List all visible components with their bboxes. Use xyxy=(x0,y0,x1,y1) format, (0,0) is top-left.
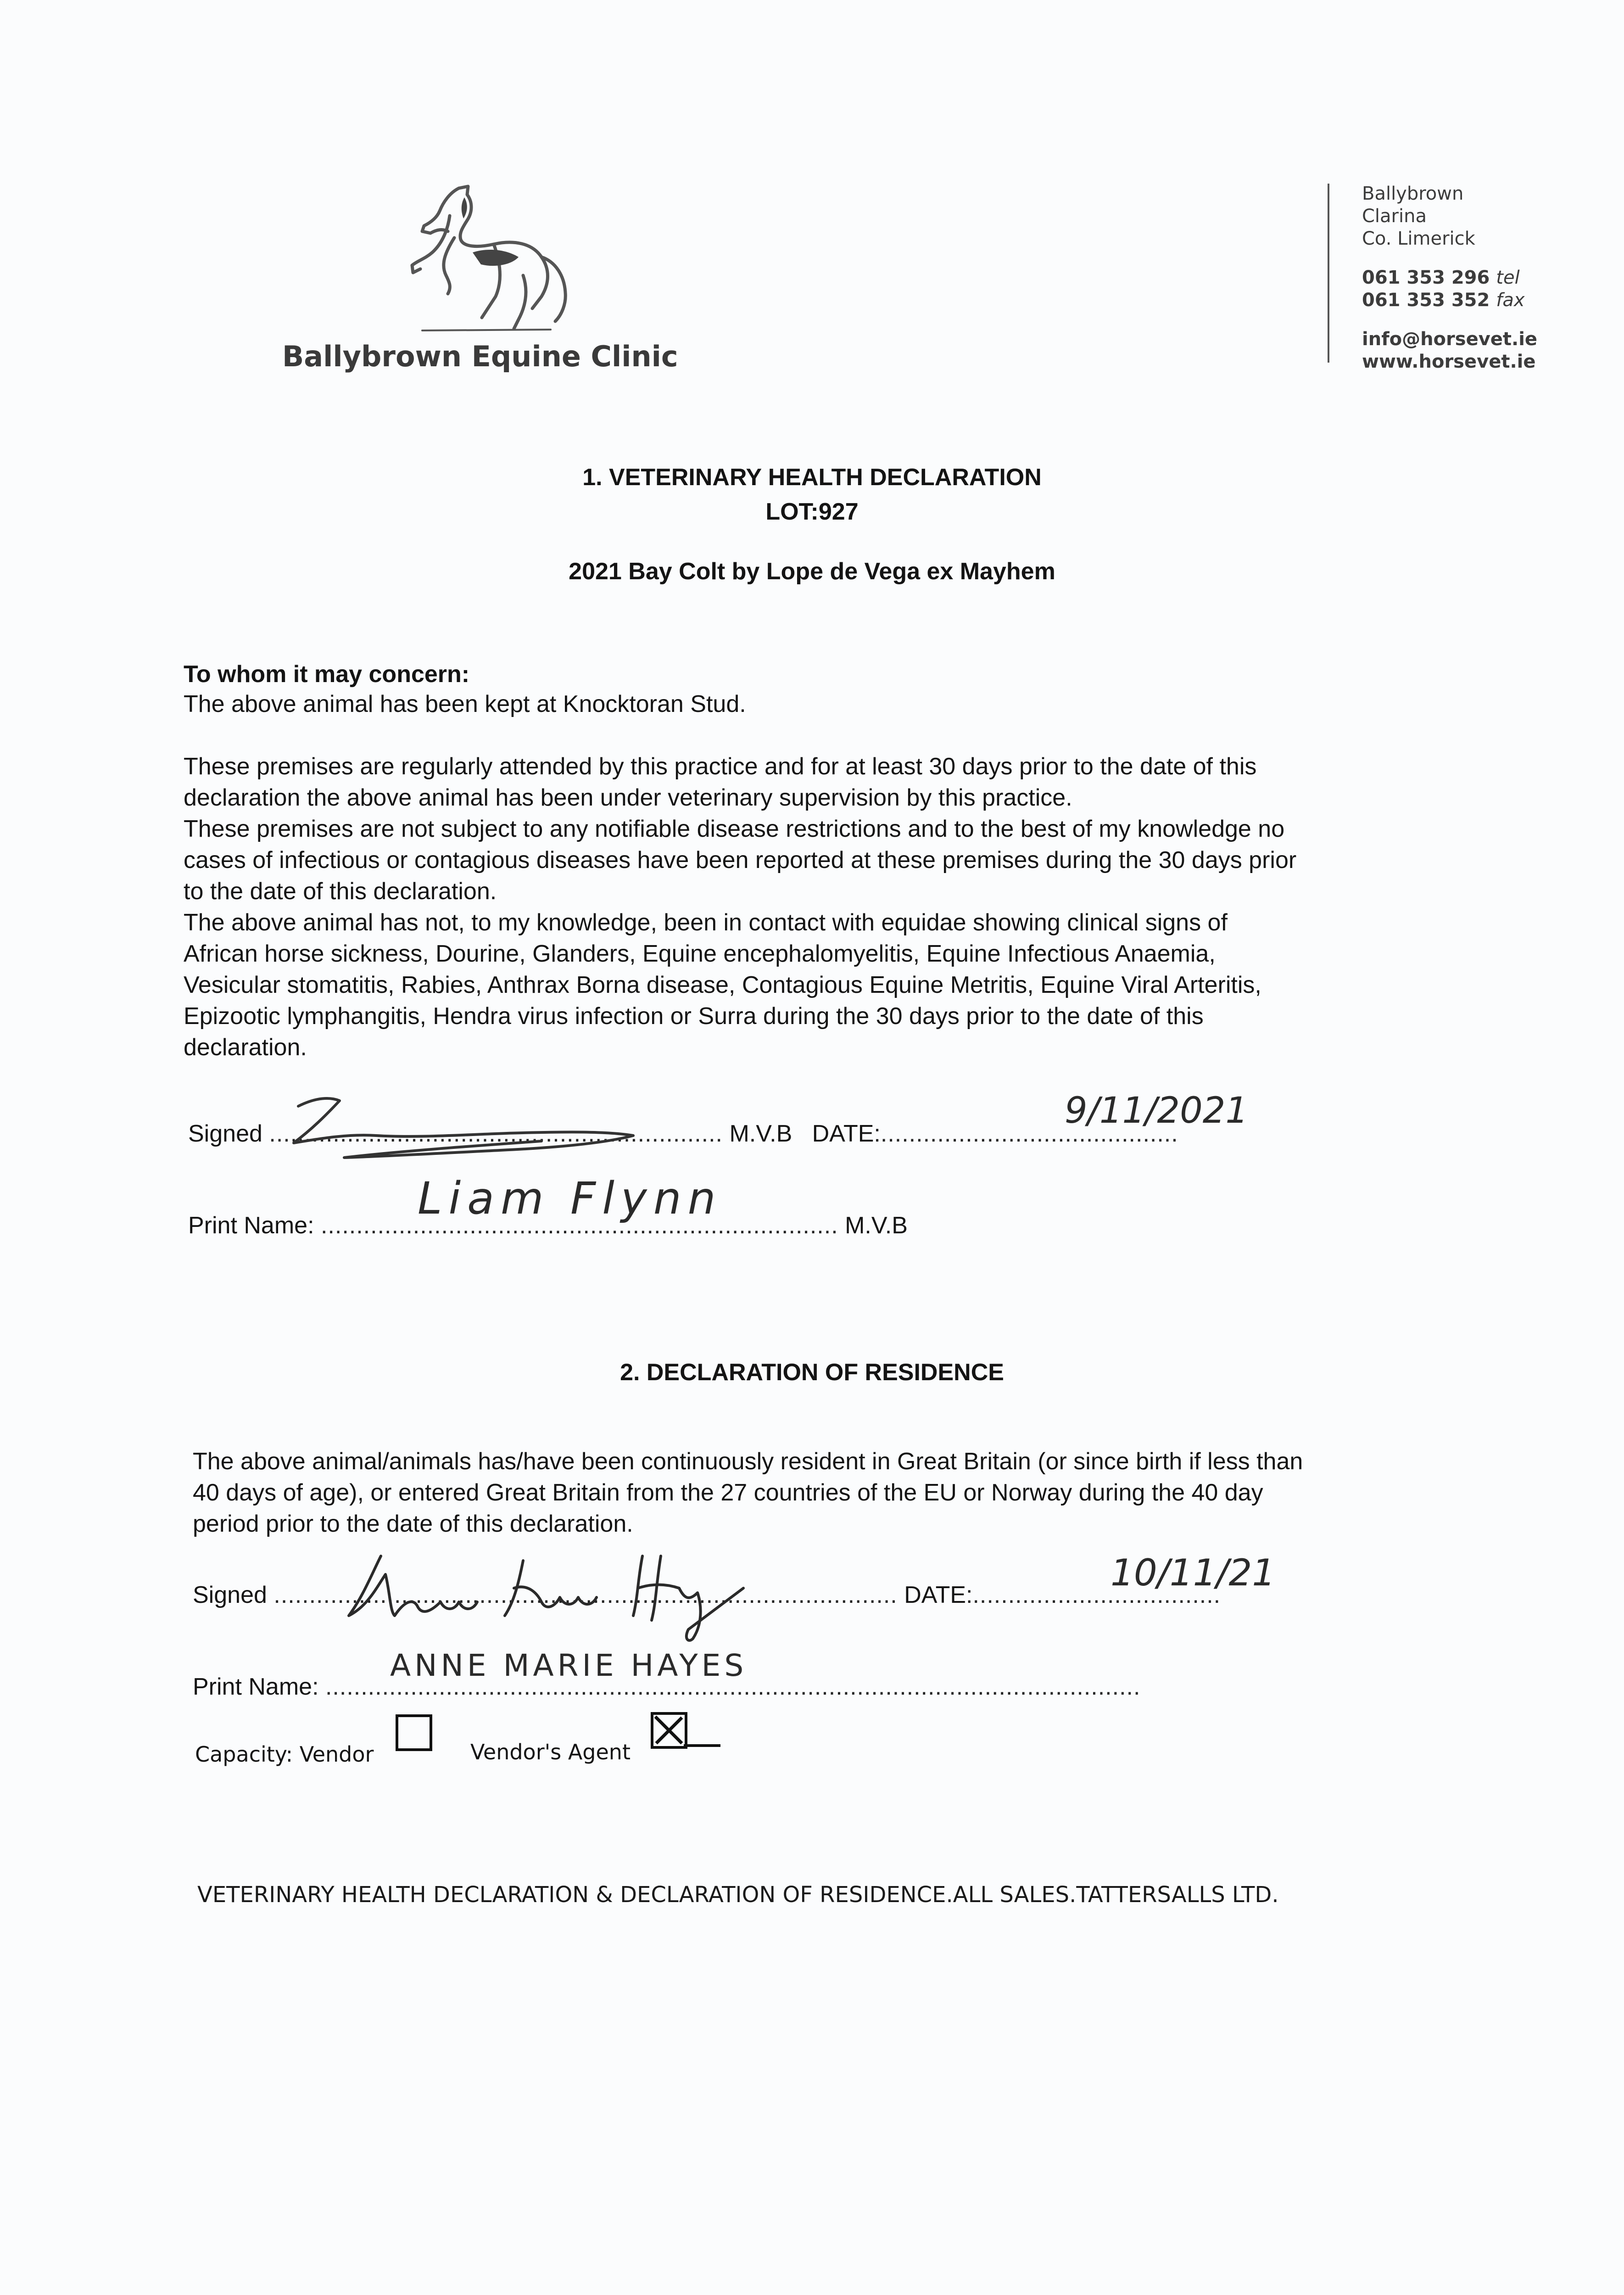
clinic-address-block xyxy=(1362,183,1601,373)
body-line: African horse sickness, Dourine, Glanders, Equine encephalomyelitis, Equine Infectious Anaemia, xyxy=(184,940,1216,967)
lot-number: LOT:927 xyxy=(765,498,859,525)
vendor-checkbox[interactable] xyxy=(396,1714,432,1751)
phone-number: 061 353 296 xyxy=(1362,267,1490,288)
signed-label: Signed xyxy=(188,1120,262,1147)
fax-number: 061 353 352 xyxy=(1362,290,1490,311)
body-line: 40 days of age), or entered Great Britain from the 27 countries of the EU or Norway during the 40 day xyxy=(193,1479,1263,1506)
vet-signature-image xyxy=(285,1088,652,1173)
vendor-agent-label: Vendor's Agent xyxy=(470,1740,631,1764)
body-line: period prior to the date of this declaration. xyxy=(193,1511,633,1537)
section1-body xyxy=(184,688,1459,1063)
date-dots: ................................... xyxy=(972,1582,1221,1608)
email: info@horsevet.ie xyxy=(1362,329,1538,350)
section1-title: 1. VETERINARY HEALTH DECLARATION xyxy=(582,464,1042,491)
agent-date-handwritten: 10/11/21 xyxy=(1111,1551,1276,1594)
checkbox-tail-mark xyxy=(684,1744,720,1747)
signature-dots: ................................................................ xyxy=(269,1120,723,1147)
print-mvb-label: M.V.B xyxy=(845,1212,908,1239)
body-line: The above animal has been kept at Knocktoran Stud. xyxy=(184,691,746,717)
phone-label: tel xyxy=(1496,267,1520,288)
fax-line xyxy=(1362,289,1601,312)
horse-description: 2021 Bay Colt by Lope de Vega ex Mayhem xyxy=(569,558,1055,585)
body-line xyxy=(184,720,1459,751)
print-name-dots: ................................................................................................................... xyxy=(325,1674,1141,1700)
vendor-agent-checkbox[interactable] xyxy=(651,1712,687,1749)
date-label: DATE: xyxy=(904,1582,973,1608)
print-name-dots: ......................................................................... xyxy=(320,1212,838,1239)
address-divider xyxy=(1328,184,1329,363)
fax-label: fax xyxy=(1496,290,1525,311)
body-line: Vesicular stomatitis, Rabies, Anthrax Borna disease, Contagious Equine Metritis, Equine Viral Arteritis, xyxy=(184,972,1261,998)
agent-signature-image xyxy=(321,1547,771,1650)
body-line: to the date of this declaration. xyxy=(184,878,497,905)
date-label: DATE: xyxy=(812,1120,881,1147)
capacity-vendor-label: Capacity: Vendor xyxy=(195,1742,374,1767)
section2-title: 2. DECLARATION OF RESIDENCE xyxy=(620,1359,1004,1386)
address-line-2: Clarina xyxy=(1362,206,1427,227)
print-name-label: Print Name: xyxy=(188,1212,314,1239)
body-line: These premises are regularly attended by this practice and for at least 30 days prior to the date of this xyxy=(184,753,1257,780)
address-line-1: Ballybrown xyxy=(1362,183,1464,204)
greeting: To whom it may concern: xyxy=(184,661,470,688)
body-line: Epizootic lymphangitis, Hendra virus infection or Surra during the 30 days prior to the date of this xyxy=(184,1003,1204,1030)
address-line-3: Co. Limerick xyxy=(1362,228,1475,249)
clinic-name: Ballybrown Equine Clinic xyxy=(282,340,678,373)
footer-text: VETERINARY HEALTH DECLARATION & DECLARATION OF RESIDENCE.ALL SALES.TATTERSALLS LTD. xyxy=(197,1882,1279,1908)
vet-date-handwritten: 9/11/2021 xyxy=(1065,1090,1248,1131)
signed-label: Signed xyxy=(193,1582,267,1608)
section2-body xyxy=(193,1446,1468,1539)
date-dots: .......................................... xyxy=(880,1120,1178,1147)
signature-dots: ........................................................................................ xyxy=(273,1582,898,1608)
print-name-label: Print Name: xyxy=(193,1674,319,1700)
body-line: declaration the above animal has been under veterinary supervision by this practice. xyxy=(184,784,1072,811)
body-line: These premises are not subject to any notifiable disease restrictions and to the best of my knowledge no xyxy=(184,816,1285,842)
vet-printed-name-handwritten: Liam Flynn xyxy=(418,1173,722,1224)
mvb-label: M.V.B xyxy=(729,1120,792,1147)
agent-printed-name-handwritten: ANNE MARIE HAYES xyxy=(390,1648,748,1683)
body-line: declaration. xyxy=(184,1034,307,1061)
body-line: The above animal has not, to my knowledge, been in contact with equidae showing clinical signs of xyxy=(184,909,1228,936)
body-line: cases of infectious or contagious diseases have been reported at these premises during the 30 days prior xyxy=(184,847,1297,873)
website: www.horsevet.ie xyxy=(1362,351,1536,372)
body-line: The above animal/animals has/have been continuously resident in Great Britain (or since birth if less than xyxy=(193,1448,1303,1475)
phone-line xyxy=(1362,267,1601,289)
horse-logo-icon xyxy=(404,184,569,335)
